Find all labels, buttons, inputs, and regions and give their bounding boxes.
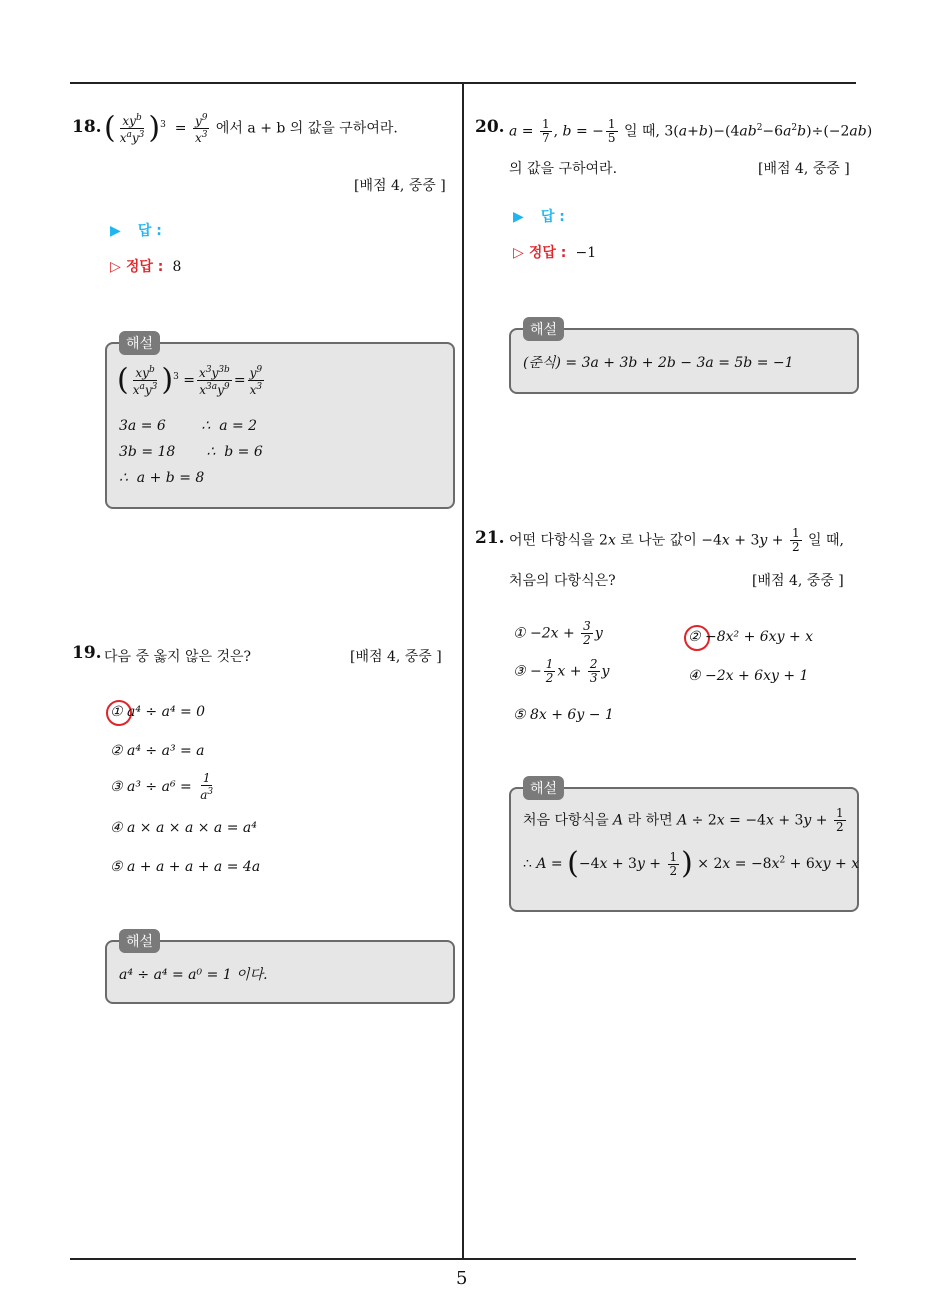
q19-choice-1[interactable]: ① a⁴ ÷ a⁴ = 0 <box>110 704 206 720</box>
q18-expl-tag: 해설 <box>119 331 160 355</box>
q21-explanation-box <box>509 787 859 912</box>
q18-expl-line-1: 3a = 6 ∴ a = 2 <box>119 418 258 434</box>
triangle-icon: ▷ <box>110 259 121 275</box>
q21-expl-tag: 해설 <box>523 776 564 800</box>
q20-points: [배점 4, 중중 ] <box>758 161 850 177</box>
play-icon: ▶ <box>110 223 121 239</box>
q20-question: a = $\frac{1}{7}$ , b = − $\frac{1}{5}$ 일 때, $3(a+b)-(4ab^2-6a^2b)\div(-2ab)$ <box>509 117 873 145</box>
q18-correct-value: 8 <box>172 259 182 275</box>
q18-correct-label: 정답 : <box>125 259 164 275</box>
q20-correct-label: 정답 : <box>528 245 567 261</box>
q20-expl-tag: 해설 <box>523 317 564 341</box>
bottom-rule <box>70 1258 856 1260</box>
q20-answer-row[interactable] <box>513 206 565 226</box>
q20-number: 20. <box>475 117 505 137</box>
q19-choice-2[interactable]: ② a⁴ ÷ a³ = a <box>110 743 205 759</box>
q21-question-line2: 처음의 다항식은? <box>509 573 616 589</box>
q19-points: [배점 4, 중중 ] <box>350 649 442 665</box>
q19-expl-tag: 해설 <box>119 929 160 953</box>
q21-number: 21. <box>475 528 505 548</box>
triangle-icon: ▷ <box>513 245 524 261</box>
q19-choice-3-prefix: ③ a³ ÷ a⁶ = <box>110 779 192 795</box>
q21-expl-line-2: ∴ A = (−4x + 3y + $\frac{1}{2}$ ) × $2x = -8x^2 + 6xy + x$ <box>523 846 860 881</box>
column-divider <box>462 84 464 1260</box>
q21-choice-1[interactable]: ① −2x + $\frac{3}{2}$ y <box>513 619 603 647</box>
q18-number: 18. <box>72 117 102 137</box>
page-number: 5 <box>456 1268 468 1289</box>
q21-question: 어떤 다항식을 2x 로 나눈 값이 −4x + 3y + $\frac{1}{2}$ 일 때, <box>509 526 844 554</box>
q21-points: [배점 4, 중중 ] <box>752 573 844 589</box>
q19-question: 다음 중 옳지 않은 것은? <box>104 649 252 665</box>
q18-correct-row <box>110 256 181 276</box>
q18-expl-formula: ( $\frac{xy^b}{x^ay^3}$ )$^3$ = $\frac{x^3y^{3b}}{x^{3a}y^9}$ = $\frac{y^9}{x^3}$ <box>117 362 263 398</box>
q20-correct-row <box>513 242 596 262</box>
q21-choice-3[interactable]: ③ − $\frac{1}{2}$ x + $\frac{2}{3}$ y <box>513 657 610 685</box>
q20-answer-label: 답 : <box>540 209 565 225</box>
q18-expl-line-3: ∴ a + b = 8 <box>119 470 205 486</box>
q19-expl: a⁴ ÷ a⁴ = a⁰ = 1 이다. <box>119 967 268 983</box>
q18-question: ( $\frac{xy^b}{x^ay^3}$ )$^3$ = $\frac{y^9}{x^3}$ 에서 a + b 의 값을 구하여라. <box>104 110 398 146</box>
q20-expl: (준식) = 3a + 3b + 2b − 3a = 5b = −1 <box>523 355 794 371</box>
q18-points: [배점 4, 중중 ] <box>354 178 446 194</box>
play-icon: ▶ <box>513 209 524 225</box>
q21-choice-4[interactable]: ④ −2x + 6xy + 1 <box>688 668 809 684</box>
q20-correct-value: −1 <box>575 245 597 261</box>
q21-choice-5[interactable]: ⑤ 8x + 6y − 1 <box>513 707 614 723</box>
q20-question-line2: 의 값을 구하여라. <box>509 161 618 177</box>
q18-explanation-box <box>105 342 455 509</box>
q19-choice-5[interactable]: ⑤ a + a + a + a = 4a <box>110 859 261 875</box>
q19-choice-4[interactable]: ④ a × a × a × a = a⁴ <box>110 820 257 836</box>
q18-answer-row[interactable] <box>110 220 162 240</box>
q18-answer-label: 답 : <box>137 223 162 239</box>
q19-number: 19. <box>72 643 102 663</box>
q19-choice-3[interactable]: ③ a³ ÷ a⁶ = $\frac{1}{a^3}$ <box>110 771 214 802</box>
q18-expl-line-2: 3b = 18 ∴ b = 6 <box>119 444 263 460</box>
q21-expl-line-1: 처음 다항식을 A 라 하면 A ÷ 2x = −4x + 3y + $\frac{1}{2}$ <box>523 806 844 834</box>
q18-question-suffix: 에서 a + b 의 값을 구하여라. <box>215 120 398 137</box>
q21-choice-2[interactable]: ② −8x² + 6xy + x <box>688 629 814 645</box>
